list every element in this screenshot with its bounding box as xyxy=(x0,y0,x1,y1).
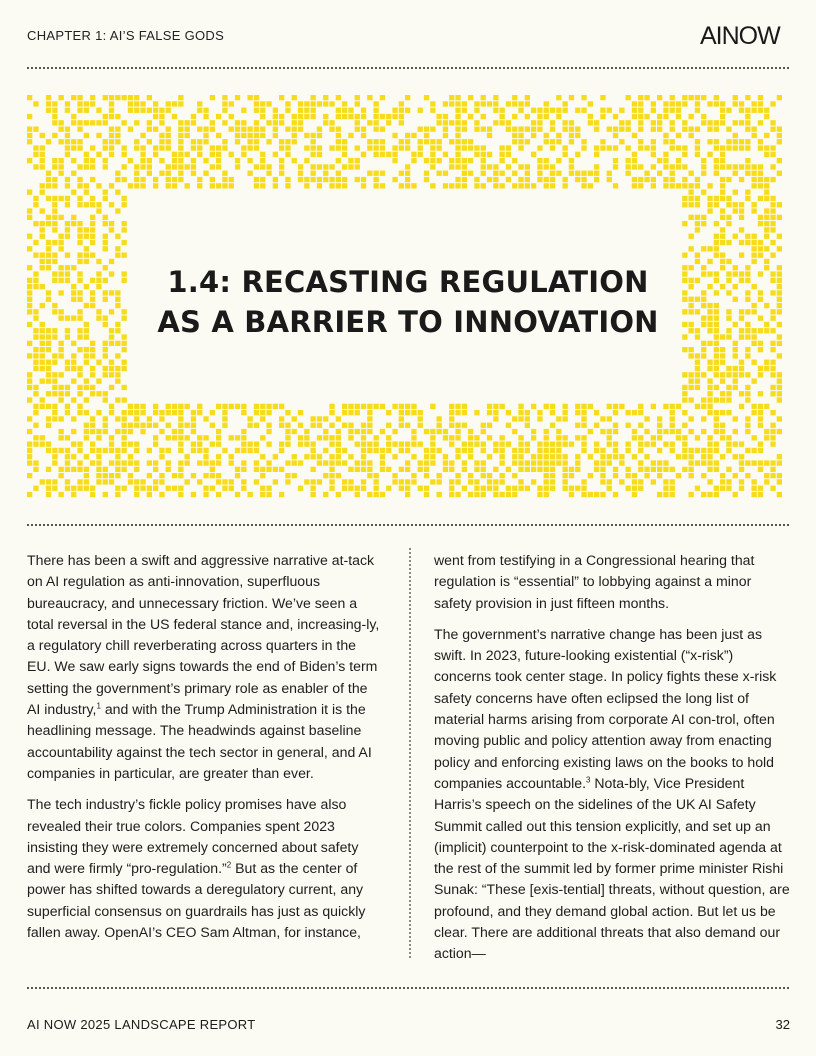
section-title-line-1: 1.4: RECASTING REGULATION xyxy=(167,265,649,299)
chapter-label: CHAPTER 1: AI’S FALSE GODS xyxy=(27,28,225,43)
footer-rule xyxy=(27,987,789,989)
left-p1-text-a: There has been a swift and aggressive narrative at-tack on AI regulation as anti-innovation, superfluous bureaucracy, and unnecessary friction. We’ve seen a total reversal in the US federal stance and, increasing-ly, a regulatory chill reverberating across quarters in the EU. We saw early signs towards the end of Biden’s term setting the government’s primary role as enabler of the AI industry, xyxy=(27,552,380,718)
section-title xyxy=(0,262,816,342)
left-p2-text-b: But as the center of power has shifted towards a deregulatory current, any superficial consensus on guardrails has just as quickly fallen away. OpenAI’s CEO Sam Altman, for instance, xyxy=(27,860,366,941)
footnote-3[interactable]: 3 xyxy=(586,775,591,785)
ainow-logo: AINOW xyxy=(700,22,780,50)
right-paragraph-2 xyxy=(434,624,790,965)
footer-report-title: AI NOW 2025 LANDSCAPE REPORT xyxy=(27,1017,256,1032)
right-paragraph-1: went from testifying in a Congressional hearing that regulation is “essential” to lobbying against a minor safety provision in just fifteen months. xyxy=(434,552,755,611)
page-number: 32 xyxy=(775,1017,790,1032)
left-column xyxy=(27,550,383,953)
left-p2-text-a: The tech industry’s fickle policy promises have also revealed their true colors. Companies spent 2023 insisting they were extremely concerned about safety and were firmly “pro-regulation.” xyxy=(27,796,359,877)
left-paragraph-1 xyxy=(27,550,383,784)
right-p2-text-b: Nota-bly, Vice President Harris’s speech on the sidelines of the UK AI Safety Summit called out this tension explicitly, and set up an (implicit) counterpoint to the x-risk-dominated agenda at the rest of the summit led by former prime minister Rishi Sunak: “These [exis-tential] threats, without question, are profound, and they demand global action. But let us be clear. There are additional threats that also demand our action— xyxy=(434,774,790,962)
footnote-2[interactable]: 2 xyxy=(226,860,232,870)
right-p2-text-a: The government’s narrative change has been just as swift. In 2023, future-looking existential (“x-risk”) concerns took center stage. In policy fights these x-risk safety concerns have often eclipsed the long list of material harms arising from corporate AI con-trol, often moving public and policy attention away from enacting policy and enforcing existing laws on the books to hold companies accountable. xyxy=(434,625,777,791)
header-rule xyxy=(27,67,789,69)
section-title-line-2: AS A BARRIER TO INNOVATION xyxy=(157,305,659,339)
left-paragraph-2 xyxy=(27,794,383,943)
hero-rule xyxy=(27,524,789,526)
footnote-1[interactable]: 1 xyxy=(96,701,101,711)
column-divider xyxy=(409,548,411,958)
left-p1-text-b: and with the Trump Administration it is the headlining message. The headwinds against baseline accountability against the tech sector in general, and AI companies in particular, are greater than ever. xyxy=(27,701,372,781)
right-column xyxy=(434,550,790,975)
